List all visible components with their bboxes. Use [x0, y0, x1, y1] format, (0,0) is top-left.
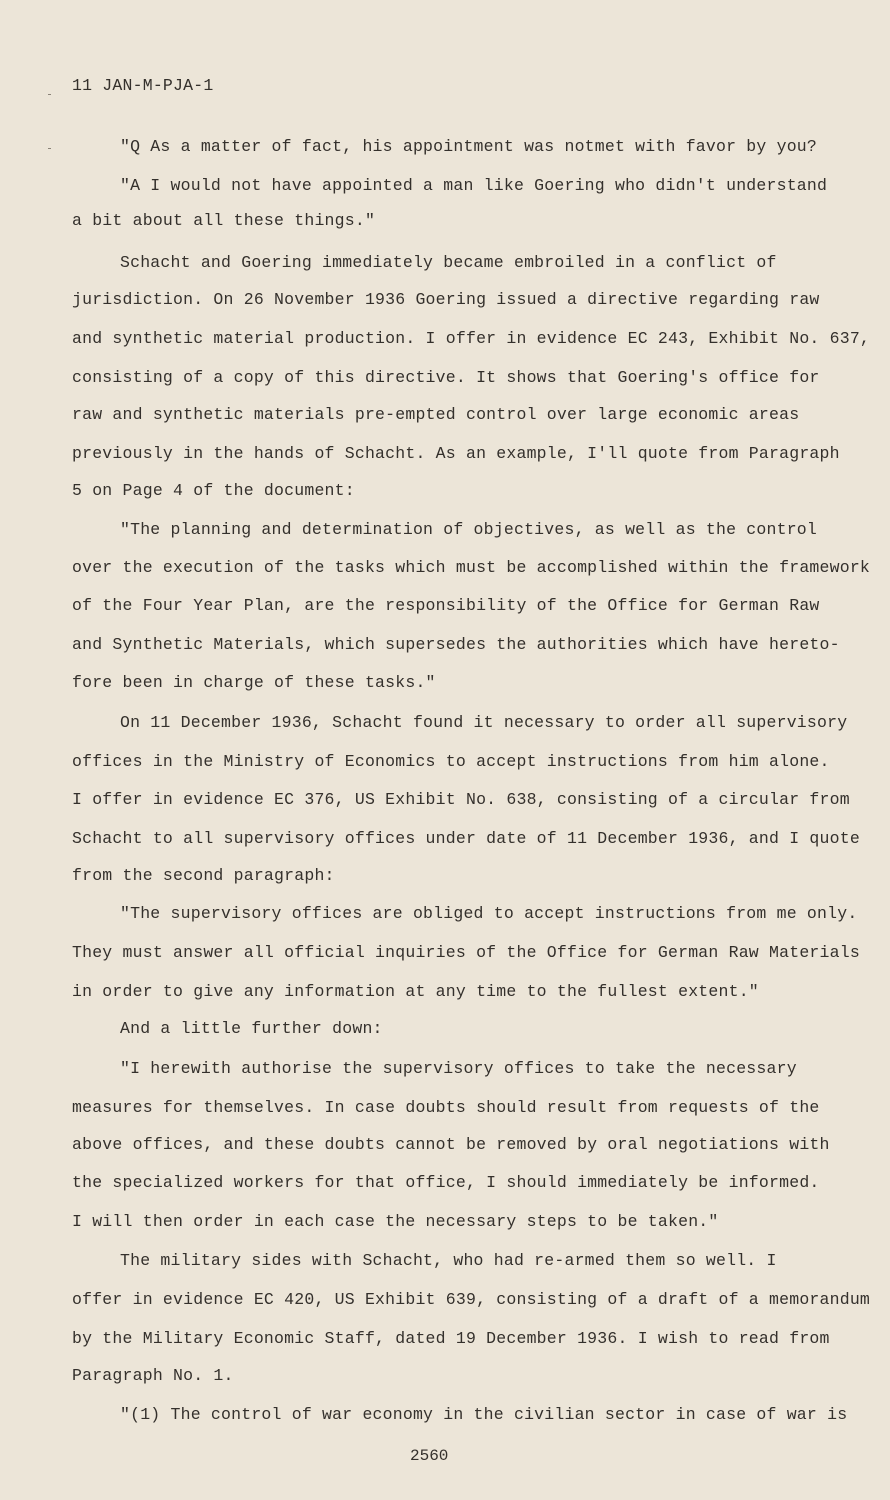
document-reference: 11 JAN-M-PJA-1 [72, 76, 214, 95]
text-line: "A I would not have appointed a man like Goering who didn't understand [120, 176, 828, 195]
text-line: I offer in evidence EC 376, US Exhibit No. 638, consisting of a circular from [72, 790, 850, 809]
text-line: And a little further down: [120, 1019, 383, 1038]
text-line: offer in evidence EC 420, US Exhibit 639, consisting of a draft of a memorandum [72, 1290, 871, 1309]
text-line: measures for themselves. In case doubts should result from requests of the [72, 1098, 820, 1117]
text-line: "The supervisory offices are obliged to accept instructions from me only. [120, 904, 858, 923]
text-line: previously in the hands of Schacht. As an example, I'll quote from Paragraph [72, 444, 840, 463]
text-line: the specialized workers for that office, I should immediately be informed. [72, 1173, 820, 1192]
text-line: in order to give any information at any time to the fullest extent." [72, 982, 759, 1001]
text-line: offices in the Ministry of Economics to accept instructions from him alone. [72, 752, 830, 771]
text-line: and Synthetic Materials, which supersedes the authorities which have hereto- [72, 635, 840, 654]
text-line: Paragraph No. 1. [72, 1366, 234, 1385]
text-line: raw and synthetic materials pre-empted control over large economic areas [72, 405, 800, 424]
text-line: On 11 December 1936, Schacht found it necessary to order all supervisory [120, 713, 848, 732]
text-line: jurisdiction. On 26 November 1936 Goering issued a directive regarding raw [72, 290, 820, 309]
text-line: Schacht to all supervisory offices under date of 11 December 1936, and I quote [72, 829, 860, 848]
text-line: consisting of a copy of this directive. It shows that Goering's office for [72, 368, 820, 387]
text-line: Schacht and Goering immediately became embroiled in a conflict of [120, 253, 777, 272]
text-line: above offices, and these doubts cannot be removed by oral negotiations with [72, 1135, 830, 1154]
text-line: "The planning and determination of objectives, as well as the control [120, 520, 818, 539]
text-line: over the execution of the tasks which must be accomplished within the framework [72, 558, 871, 577]
text-line: of the Four Year Plan, are the responsibility of the Office for German Raw [72, 596, 820, 615]
text-line: a bit about all these things." [72, 211, 376, 230]
text-line: 5 on Page 4 of the document: [72, 481, 355, 500]
text-line: and synthetic material production. I offer in evidence EC 243, Exhibit No. 637, [72, 329, 871, 348]
text-line: I will then order in each case the necessary steps to be taken." [72, 1212, 719, 1231]
margin-mark [48, 94, 51, 95]
text-line: "Q As a matter of fact, his appointment was notmet with favor by you? [120, 137, 818, 156]
text-line: "I herewith authorise the supervisory offices to take the necessary [120, 1059, 797, 1078]
text-line: "(1) The control of war economy in the civilian sector in case of war is [120, 1405, 848, 1424]
margin-mark [48, 148, 51, 149]
text-line: by the Military Economic Staff, dated 19 December 1936. I wish to read from [72, 1329, 830, 1348]
text-line: fore been in charge of these tasks." [72, 673, 436, 692]
page-number: 2560 [410, 1447, 449, 1465]
text-line: from the second paragraph: [72, 866, 335, 885]
text-line: They must answer all official inquiries of the Office for German Raw Materials [72, 943, 860, 962]
text-line: The military sides with Schacht, who had re-armed them so well. I [120, 1251, 777, 1270]
